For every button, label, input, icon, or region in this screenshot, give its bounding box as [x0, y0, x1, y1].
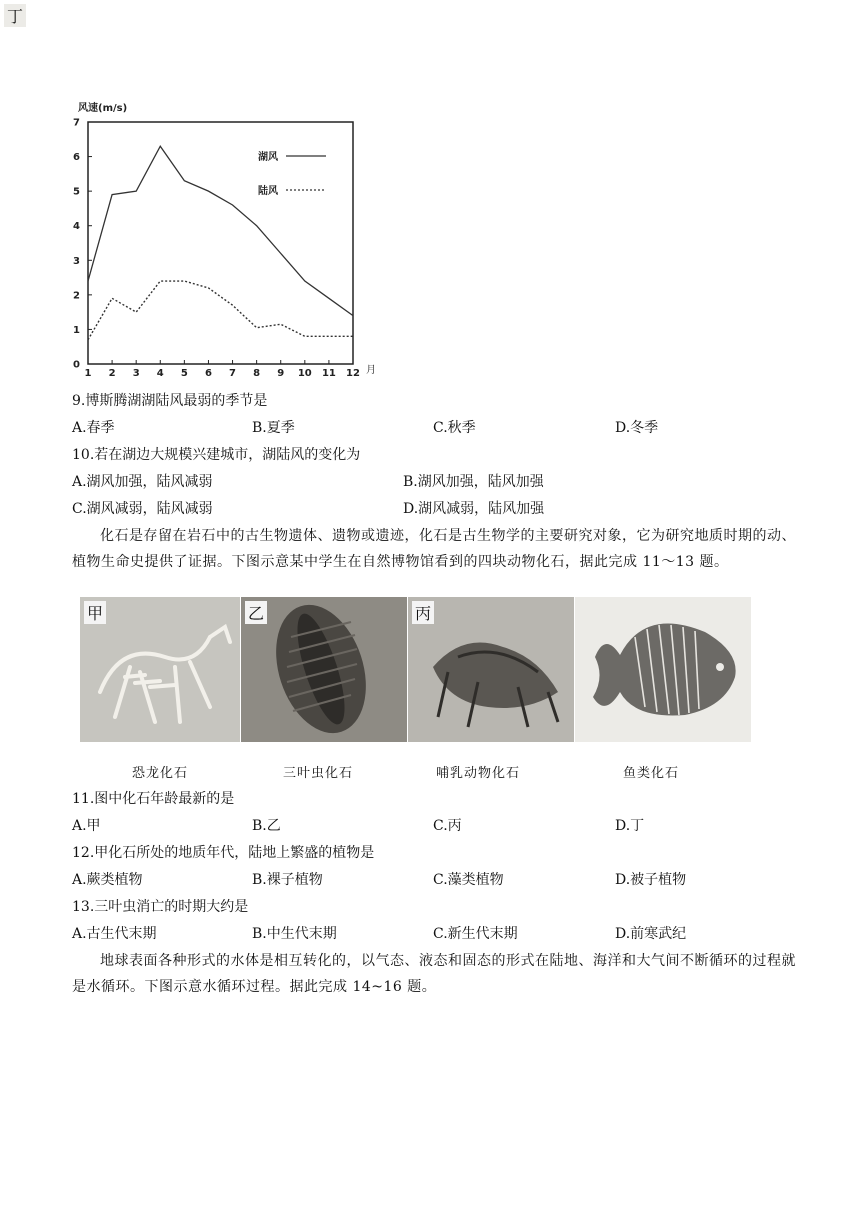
series-line-1	[88, 146, 353, 315]
q9-option-d: D.冬季	[615, 420, 659, 436]
x-tick-label: 9	[277, 368, 285, 379]
fossil-tag-ding: 丁	[4, 4, 26, 27]
series-lines	[88, 146, 353, 340]
q9-option-c: C.秋季	[433, 420, 476, 436]
y-tick-label: 2	[73, 290, 80, 302]
q13-option-a: A.古生代末期	[72, 926, 157, 942]
q10-option-b: B.湖风加强，陆风加强	[403, 474, 544, 490]
q9-stem: 9.博斯腾湖湖陆风最弱的季节是	[72, 393, 268, 409]
y-tick-label: 4	[73, 221, 80, 233]
y-tick-label: 6	[73, 152, 80, 164]
fossil-image-bing	[408, 597, 574, 742]
x-tick-label: 5	[180, 368, 188, 379]
q11-option-b: B.乙	[252, 818, 281, 834]
fossil-image-jia	[80, 597, 240, 742]
q12-option-a: A.蕨类植物	[72, 872, 143, 888]
y-tick-label: 5	[73, 186, 80, 198]
q12-stem: 12.甲化石所处的地质年代，陆地上繁盛的植物是	[72, 845, 375, 861]
x-tick-label: 3	[132, 368, 140, 379]
fossil-intro-paragraph: 化石是存留在岩石中的古生物遗体、遗物或遗迹，化石是古生物学的主要研究对象，它为研究地质时期的动、植物生命史提供了证据。下图示意某中学生在自然博物馆看到的四块动物化石，据此完成 11～13 题。	[72, 528, 796, 570]
q13-option-c: C.新生代末期	[433, 926, 518, 942]
y-tick-label: 7	[73, 117, 80, 129]
x-unit-label: 月	[366, 365, 376, 376]
x-tick-label: 10	[297, 368, 312, 379]
legend	[258, 150, 326, 197]
x-tick-label: 7	[229, 368, 237, 379]
q12-option-d: D.被子植物	[615, 872, 687, 888]
x-tick-label: 4	[156, 368, 164, 379]
fossil-image-ding	[575, 597, 751, 742]
legend-label: 陆风	[258, 186, 278, 197]
fossil-caption-yi: 三叶虫化石	[283, 766, 354, 781]
fossil-caption-jia: 恐龙化石	[132, 766, 189, 781]
q9-option-b: B.夏季	[252, 420, 295, 436]
y-tick-label: 0	[73, 359, 80, 371]
fossil-tag-yi: 乙	[245, 601, 267, 624]
x-tick-label: 11	[321, 368, 336, 379]
q10-option-d: D.湖风减弱，陆风加强	[403, 501, 545, 517]
legend-label: 湖风	[258, 152, 278, 163]
y-axis-label: 风速(m/s)	[78, 103, 128, 114]
x-tick-label: 2	[108, 368, 116, 379]
q13-option-b: B.中生代末期	[252, 926, 337, 942]
plot-frame	[88, 122, 353, 364]
x-tick-label: 8	[253, 368, 261, 379]
fossil-caption-ding: 鱼类化石	[623, 766, 680, 781]
q10-stem: 10.若在湖边大规模兴建城市，湖陆风的变化为	[72, 447, 361, 463]
y-tick-label: 1	[73, 324, 80, 336]
x-ticks	[85, 360, 360, 379]
water-cycle-intro-paragraph: 地球表面各种形式的水体是相互转化的，以气态、液态和固态的形式在陆地、海洋和大气间不断循环的过程就是水循环。下图示意水循环过程。据此完成 14~16 题。	[72, 953, 796, 995]
y-ticks	[73, 118, 92, 371]
q11-option-a: A.甲	[72, 818, 101, 834]
q9-option-a: A.春季	[72, 420, 115, 436]
fossil-tag-jia: 甲	[84, 601, 106, 624]
fossil-caption-bing: 哺乳动物化石	[436, 766, 521, 781]
q11-option-d: D.丁	[615, 818, 645, 834]
q12-option-b: B.裸子植物	[252, 872, 323, 888]
x-tick-label: 6	[204, 368, 212, 379]
fish-fossil-icon	[575, 597, 751, 742]
q11-stem: 11.图中化石年龄最新的是	[72, 791, 235, 807]
q10-option-c: C.湖风减弱，陆风减弱	[72, 501, 213, 517]
fossil-tag-bing: 丙	[412, 601, 434, 624]
wind-speed-chart	[50, 95, 390, 385]
x-tick-label: 12	[346, 368, 360, 379]
y-tick-label: 3	[73, 255, 80, 267]
q13-stem: 13.三叶虫消亡的时期大约是	[72, 899, 249, 915]
x-tick-label: 1	[84, 368, 92, 379]
q11-option-c: C.丙	[433, 818, 462, 834]
q10-option-a: A.湖风加强，陆风减弱	[72, 474, 213, 490]
fossil-image-yi	[241, 597, 407, 742]
series-line-2	[88, 281, 353, 340]
q13-option-d: D.前寒武纪	[615, 926, 687, 942]
q12-option-c: C.藻类植物	[433, 872, 504, 888]
